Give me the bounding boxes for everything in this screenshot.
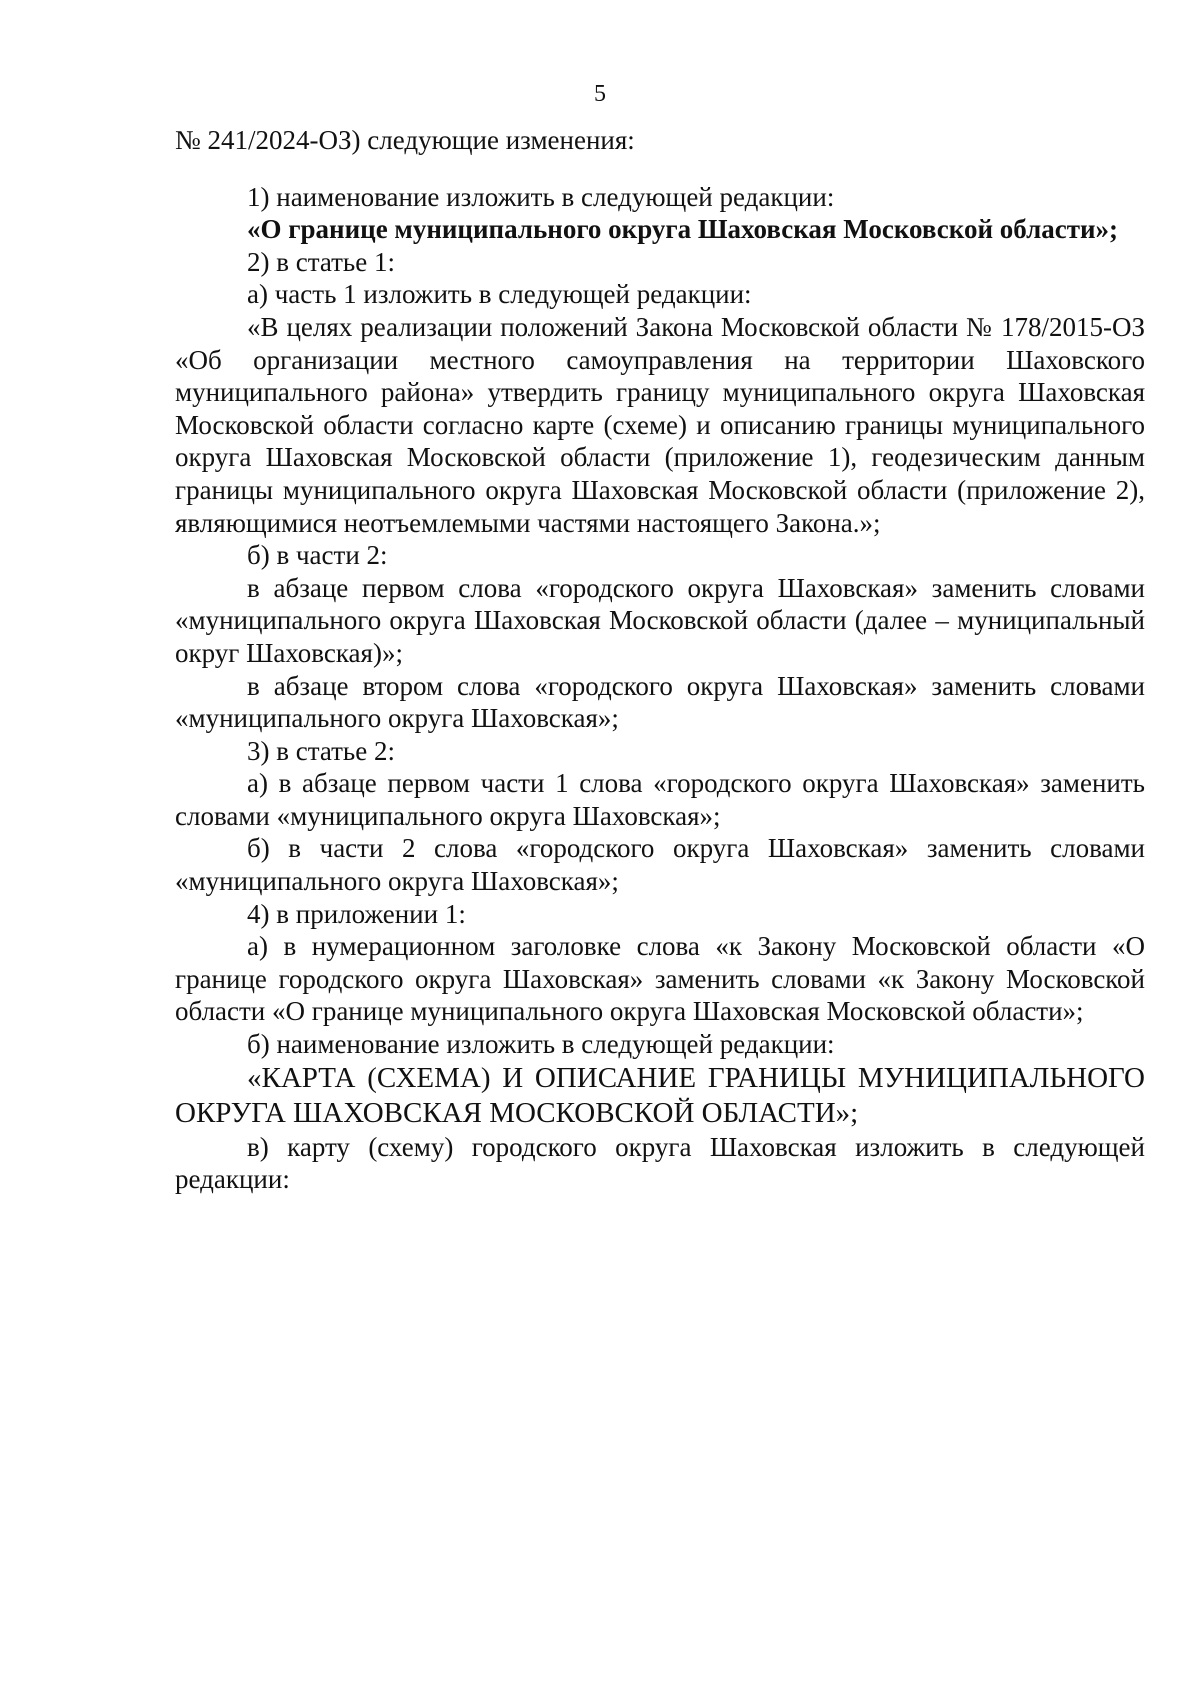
paragraph-second-abzac: в абзаце втором слова «городского округа Шаховская» заменить словами «муниципального округа Шаховская»; xyxy=(175,670,1145,734)
page-number: 5 xyxy=(594,81,606,107)
paragraph-item-4v: в) карту (схему) городского округа Шаховская изложить в следующей редакции: xyxy=(175,1131,1145,1195)
paragraph-item-2b: б) в части 2: xyxy=(247,540,388,571)
paragraph-intro: № 241/2024-ОЗ) следующие изменения: xyxy=(175,125,635,155)
paragraph-new-title: «О границе муниципального округа Шаховская Московской области»; xyxy=(247,214,1119,245)
paragraph-item-4a: а) в нумерационном заголовке слова «к Закону Московской области «О границе городского округа Шаховская» заменить словами «к Закону Московской области «О границе муниципального округа Шаховская Московской области»; xyxy=(175,931,1145,1027)
paragraph-item-2a: а) часть 1 изложить в следующей редакции: xyxy=(247,279,752,310)
paragraph-first-abzac: в абзаце первом слова «городского округа Шаховская» заменить словами «муниципального округа Шаховская Московской области (далее – муниципальный округ Шаховская)»; xyxy=(175,572,1145,668)
paragraph-item-4b: б) наименование изложить в следующей редакции: xyxy=(247,1029,835,1060)
paragraph-item-2: 2) в статье 1: xyxy=(247,246,395,277)
paragraph-item-3b: б) в части 2 слова «городского округа Шаховская» заменить словами «муниципального округа Шаховская»; xyxy=(175,833,1145,897)
paragraph-item-4: 4) в приложении 1: xyxy=(247,898,466,929)
paragraph-new-annex-title: «КАРТА (СХЕМА) И ОПИСАНИЕ ГРАНИЦЫ МУНИЦИПАЛЬНОГО ОКРУГА ШАХОВСКАЯ МОСКОВСКОЙ ОБЛАСТИ»; xyxy=(175,1061,1145,1129)
document-body xyxy=(175,124,1145,1196)
paragraph-item-1: 1) наименование изложить в следующей редакции: xyxy=(247,181,835,212)
paragraph-item-3a: а) в абзаце первом части 1 слова «городского округа Шаховская» заменить словами «муниципального округа Шаховская»; xyxy=(175,768,1145,831)
paragraph-item-3: 3) в статье 2: xyxy=(247,735,395,766)
paragraph-article-1-text: «В целях реализации положений Закона Московской области № 178/2015-ОЗ «Об организации местного самоуправления на территории Шаховского муниципального района» утвердить границу муниципального округа Шаховская Московской области согласно карте (схеме) и описанию границы муниципального округа Шаховская Московской области (приложение 1), геодезическим данным границы муниципального округа Шаховская Московской области (приложение 2), являющимися неотъемлемыми частями настоящего Закона.»; xyxy=(175,311,1145,538)
